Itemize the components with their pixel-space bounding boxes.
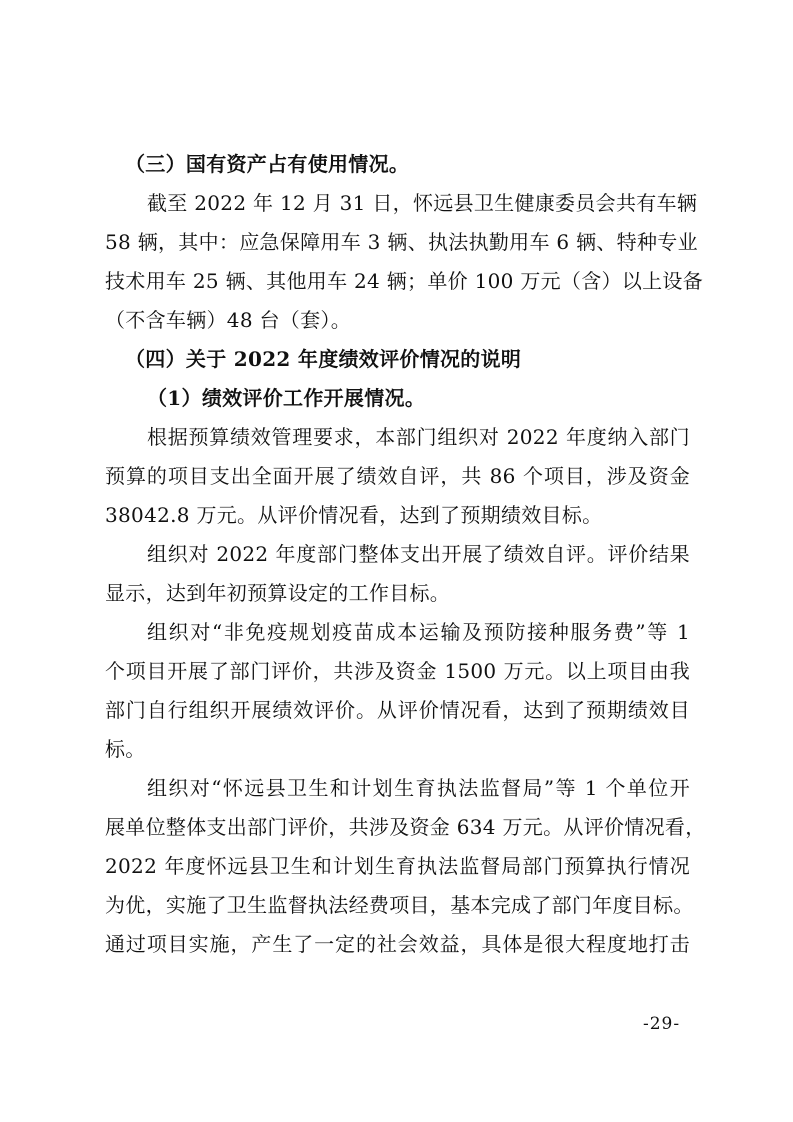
paragraph-line: 组织对“非免疫规划疫苗成本运输及预防接种服务费”等 1 <box>147 620 690 644</box>
document-body <box>105 145 706 964</box>
paragraph-line: 通过项目实施，产生了一定的社会效益，具体是很大程度地打击 <box>105 932 690 956</box>
subsection-heading: （1）绩效评价工作开展情况。 <box>147 386 426 410</box>
paragraph-line: 标。 <box>105 737 146 761</box>
page-number: -29- <box>643 1014 681 1034</box>
paragraph-line: 组织对“怀远县卫生和计划生育执法监督局”等 1 个单位开 <box>147 776 690 800</box>
paragraph-line: 截至 2022 年 12 月 31 日，怀远县卫生健康委员会共有车辆 <box>147 191 698 215</box>
paragraph-line: 个项目开展了部门评价，共涉及资金 1500 万元。以上项目由我 <box>105 659 690 683</box>
paragraph-line: 组织对 2022 年度部门整体支出开展了绩效自评。评价结果 <box>147 542 690 566</box>
paragraph-line: 预算的项目支出全面开展了绩效自评，共 86 个项目，涉及资金 <box>105 464 690 488</box>
paragraph-line: 2022 年度怀远县卫生和计划生育执法监督局部门预算执行情况 <box>105 854 690 878</box>
paragraph-line: 显示，达到年初预算设定的工作目标。 <box>105 581 451 605</box>
section-heading-state-assets: （三）国有资产占有使用情况。 <box>125 152 410 176</box>
paragraph-line: 38042.8 万元。从评价情况看，达到了预期绩效目标。 <box>105 503 603 527</box>
paragraph-line: 技术用车 25 辆、其他用车 24 辆；单价 100 万元（含）以上设备 <box>105 269 704 293</box>
paragraph-line: （不含车辆）48 台（套）。 <box>105 308 352 332</box>
paragraph-line: 58 辆，其中：应急保障用车 3 辆、执法执勤用车 6 辆、特种专业 <box>105 230 698 254</box>
paragraph-line: 部门自行组织开展绩效评价。从评价情况看，达到了预期绩效目 <box>105 698 690 722</box>
paragraph-line: 根据预算绩效管理要求，本部门组织对 2022 年度纳入部门 <box>147 425 690 449</box>
paragraph-line: 展单位整体支出部门评价，共涉及资金 634 万元。从评价情况看， <box>105 815 706 839</box>
section-heading-performance-evaluation: （四）关于 2022 年度绩效评价情况的说明 <box>125 347 522 371</box>
paragraph-line: 为优，实施了卫生监督执法经费项目，基本完成了部门年度目标。 <box>105 893 694 917</box>
